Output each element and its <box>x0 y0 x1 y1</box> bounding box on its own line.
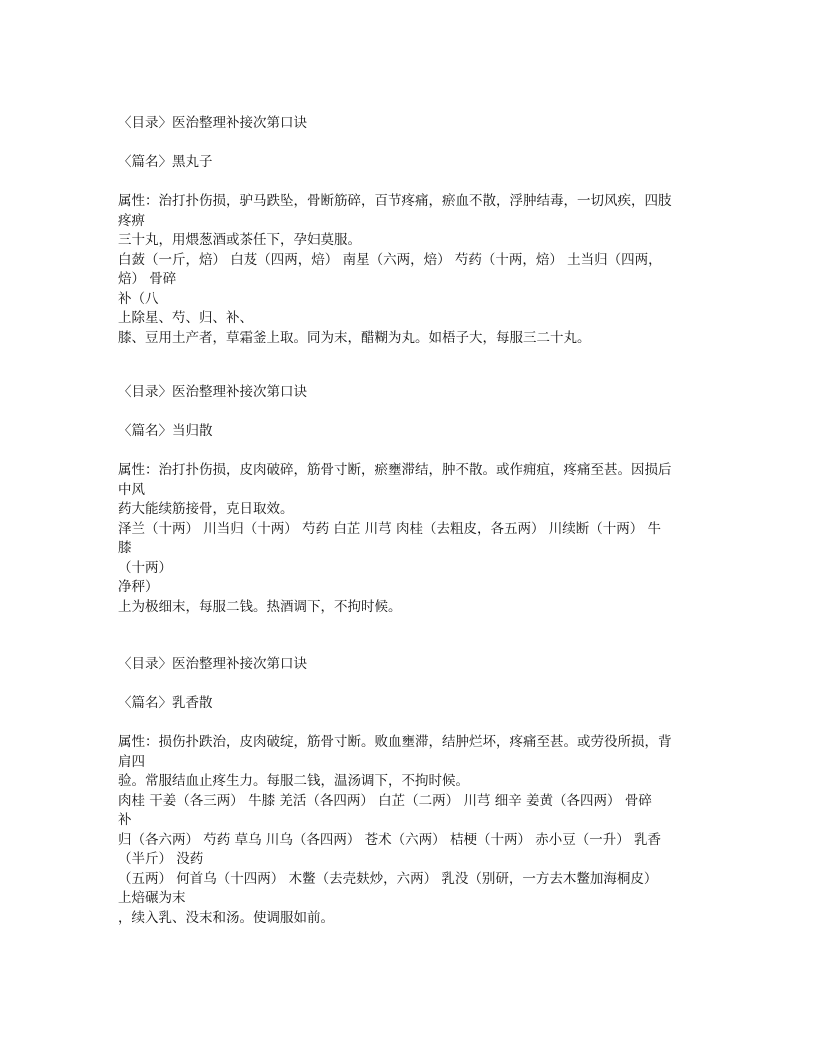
text-line: 膝 <box>118 540 132 556</box>
text-line: 上焙碾为末 <box>118 890 186 906</box>
text-line: 泽兰（十两） 川当归（十两） 芍药 白芷 川芎 肉桂（去粗皮，各五两） 川续断（十两） 牛 <box>118 520 662 537</box>
text-line: 肉桂 干姜（各三两） 牛膝 羌活（各四两） 白芷（二两） 川芎 细辛 姜黄（各四两） 骨碎 <box>118 792 652 809</box>
text-line: ，续入乳、没末和汤。使调服如前。 <box>118 909 334 926</box>
entry-section <box>118 114 703 348</box>
text-line: 肩四 <box>118 753 145 770</box>
text-line: 白蔹（一斤，焙） 白芨（四两，焙） 南星（六两，焙） 芍药（十两，焙） 土当归（四两， <box>118 251 662 268</box>
entry-title: 〈篇名〉当归散 <box>118 423 213 439</box>
text-line: 药大能续筋接骨，克日取效。 <box>118 501 294 517</box>
text-line: 上为极细末，每服二钱。热酒调下，不拘时候。 <box>118 598 402 615</box>
entry-title: 〈篇名〉乳香散 <box>118 695 213 711</box>
entry-section <box>118 383 703 617</box>
text-line: 补（八 <box>118 290 159 307</box>
text-line: （五两） 何首乌（十四两） 木鳖（去壳麸炒，六两） 乳没（别研，一方去木鳖加海桐皮） <box>118 870 658 887</box>
text-line: 中风 <box>118 481 145 498</box>
text-line: 上除星、芍、归、补、 <box>118 310 253 326</box>
text-line: 验。常服结血止疼生力。每服二钱，温汤调下，不拘时候。 <box>118 773 469 789</box>
text-line: 净秤） <box>118 579 159 595</box>
entry-section <box>118 655 703 928</box>
text-line: 属性：损伤扑跌治，皮肉破绽，筋骨寸断。败血壅滞，结肿烂坏，疼痛至甚。或劳役所损，背 <box>118 734 672 750</box>
catalog-heading: 〈目录〉医治整理补接次第口诀 <box>118 384 307 400</box>
entry-title: 〈篇名〉黑丸子 <box>118 154 213 170</box>
catalog-heading: 〈目录〉医治整理补接次第口诀 <box>118 115 307 131</box>
catalog-heading: 〈目录〉医治整理补接次第口诀 <box>118 656 307 672</box>
text-line: 三十丸，用煨葱酒或茶任下，孕妇莫服。 <box>118 232 361 248</box>
text-line: 膝、豆用土产者，草霜釜上取。同为末，醋糊为丸。如梧子大，每服三二十丸。 <box>118 329 591 346</box>
text-line: （十两） <box>118 559 172 576</box>
text-line: （半斤） 没药 <box>118 851 204 867</box>
text-line: 疼痹 <box>118 212 145 229</box>
text-line: 属性：治打扑伤损，驴马跌坠，骨断筋碎，百节疼痛，瘀血不散，浮肿结毒，一切风疾，四肢 <box>118 193 672 209</box>
text-line: 归（各六两） 芍药 草乌 川乌（各四两） 苍术（六两） 桔梗（十两） 赤小豆（一升） 乳香 <box>118 831 662 848</box>
text-line: 焙） 骨碎 <box>118 271 177 287</box>
text-line: 补 <box>118 812 132 828</box>
text-line: 属性：治打扑伤损，皮肉破碎，筋骨寸断，瘀壅滞结，肿不散。或作痈疽，疼痛至甚。因损后 <box>118 462 672 478</box>
